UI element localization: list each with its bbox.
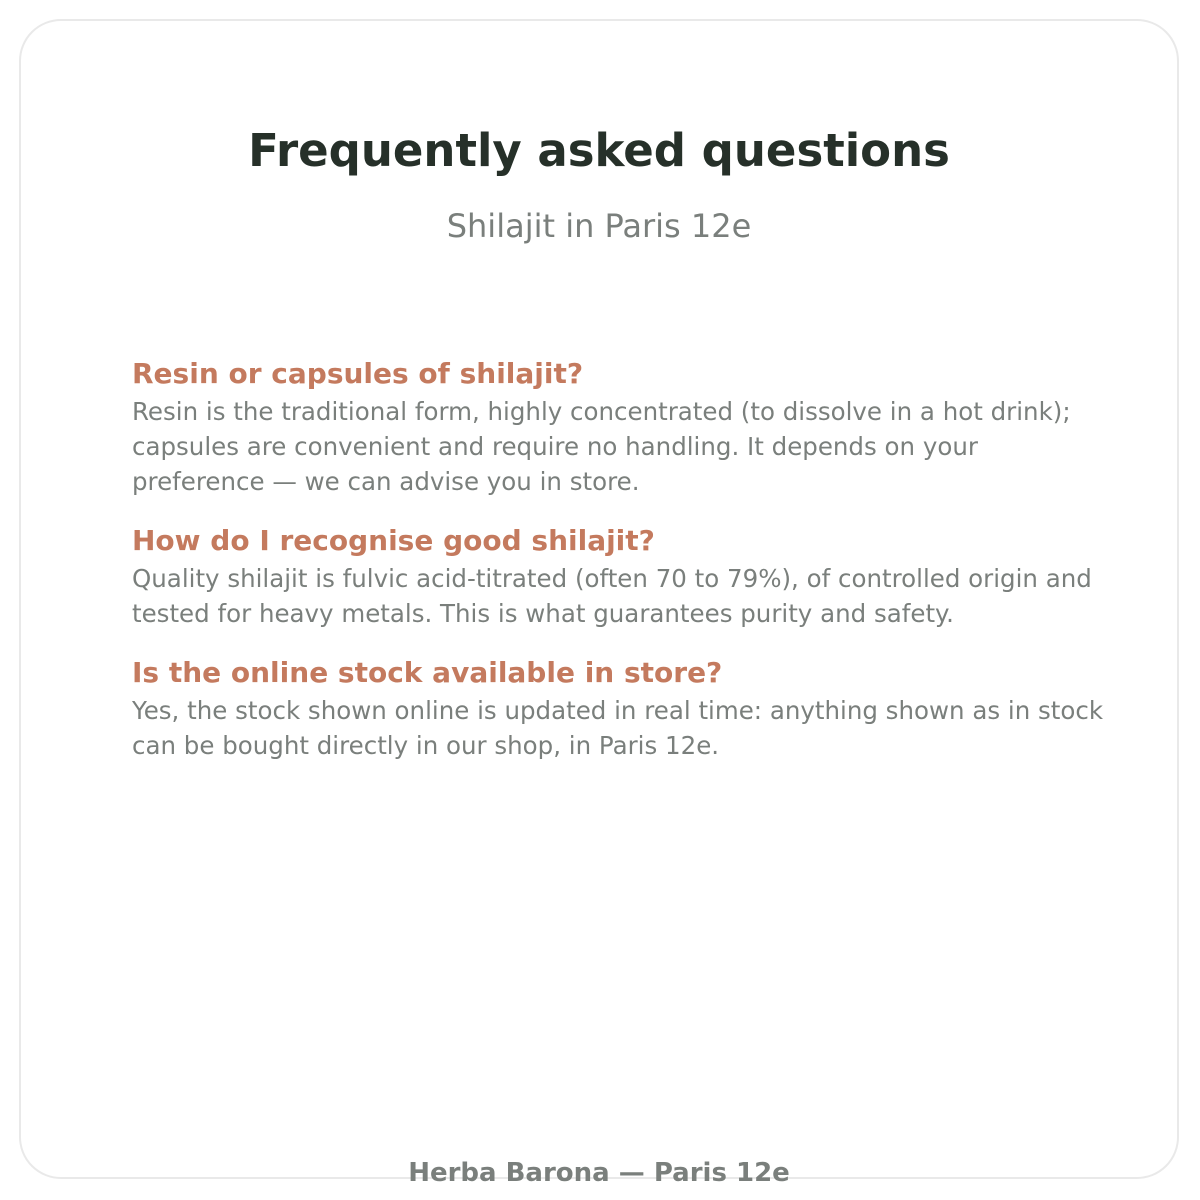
faq-card — [19, 19, 1179, 1188]
faq-item-online-stock — [132, 653, 1112, 763]
page-title: Frequently asked questions — [248, 124, 950, 177]
faq-item-recognise-good-shilajit — [132, 521, 1112, 631]
faq-item-resin-or-capsules — [132, 354, 1112, 499]
faq-question: How do I recognise good shilajit? — [132, 524, 655, 557]
faq-list — [132, 354, 1112, 785]
faq-answer: Yes, the stock shown online is updated in real time: anything shown as in stock can be bought directly in our shop, in Paris 12e. — [132, 696, 1104, 760]
page-subtitle: Shilajit in Paris 12e — [446, 207, 752, 245]
faq-question: Is the online stock available in store? — [132, 656, 723, 689]
faq-question: Resin or capsules of shilajit? — [132, 357, 584, 390]
footer-store-name: Herba Barona — Paris 12e — [408, 1158, 790, 1188]
faq-answer: Resin is the traditional form, highly concentrated (to dissolve in a hot drink); capsules are convenient and require no handling. It depends on your preference — we can advise you in store. — [132, 397, 1071, 496]
faq-answer: Quality shilajit is fulvic acid-titrated (often 70 to 79%), of controlled origin and tested for heavy metals. This is what guarantees purity and safety. — [132, 564, 1092, 628]
